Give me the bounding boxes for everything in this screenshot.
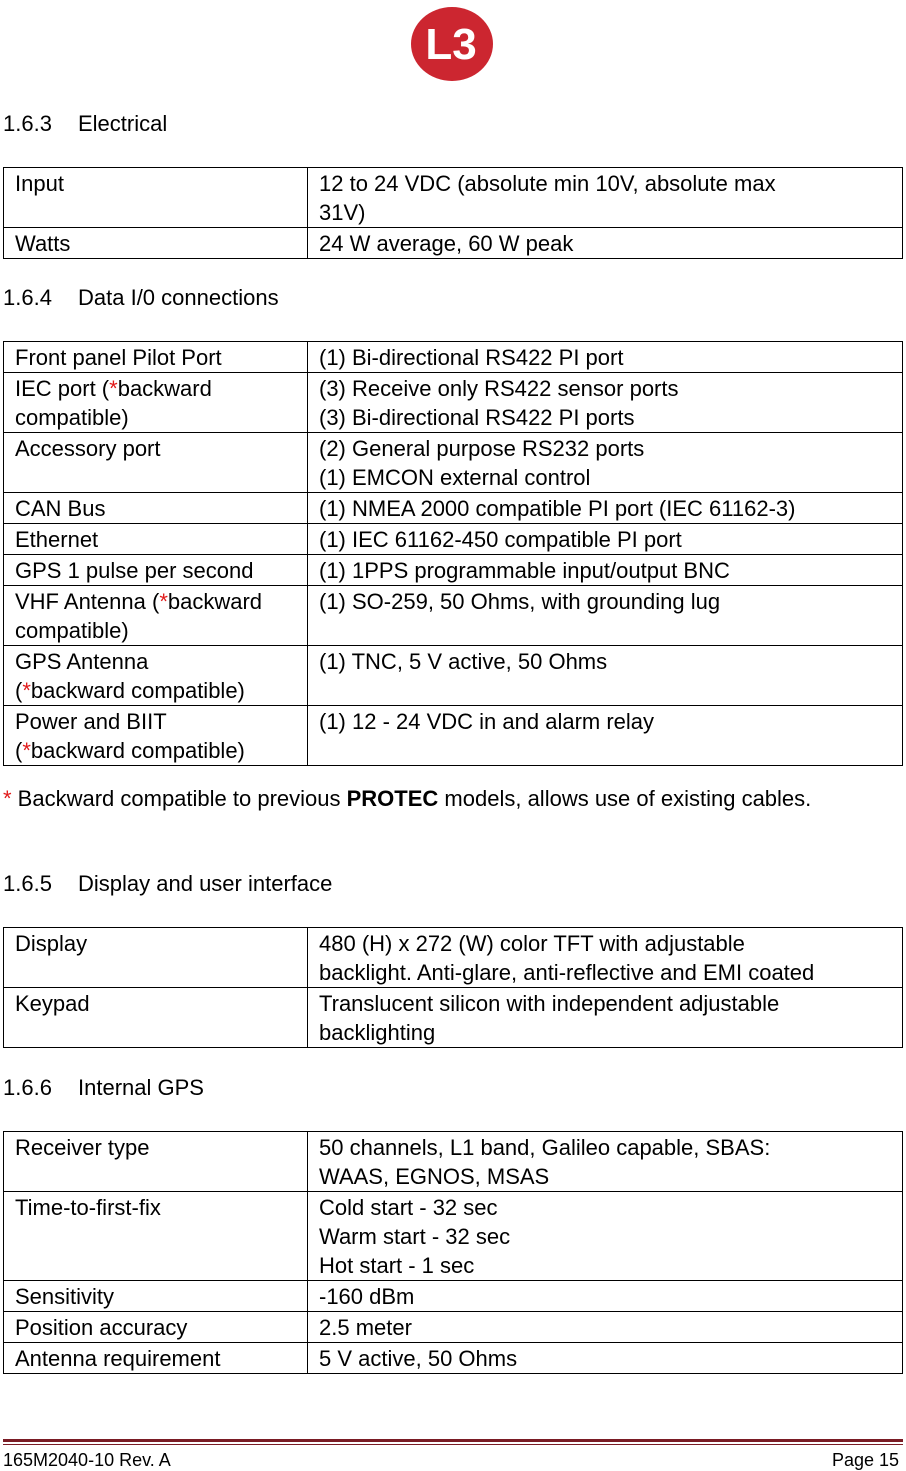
row-label: Receiver type (4, 1132, 308, 1192)
section-title: Internal GPS (78, 1075, 204, 1100)
row-value: (1) IEC 61162-450 compatible PI port (308, 524, 903, 555)
row-value: (1) NMEA 2000 compatible PI port (IEC 61162-3) (308, 493, 903, 524)
row-value: Translucent silicon with independent adjustable backlighting (308, 988, 903, 1048)
display-table (3, 927, 903, 1048)
row-value: 480 (H) x 272 (W) color TFT with adjustable backlight. Anti-glare, anti-reflective and EMI coated (308, 928, 903, 988)
table-row (4, 555, 903, 586)
table-row (4, 524, 903, 555)
backward-compat-note: * Backward compatible to previous PROTEC models, allows use of existing cables. (3, 786, 812, 811)
row-label: Keypad (4, 988, 308, 1048)
row-label: Time-to-first-fix (4, 1192, 308, 1281)
footer-divider (3, 1439, 903, 1442)
footer-divider-thin (3, 1444, 903, 1445)
asterisk-marker: * (22, 738, 31, 763)
section-number: 1.6.5 (3, 871, 52, 896)
row-value: (2) General purpose RS232 ports (1) EMCON external control (308, 433, 903, 493)
table-row (4, 1281, 903, 1312)
section-heading-display (3, 871, 332, 897)
table-row (4, 493, 903, 524)
table-row (4, 646, 903, 706)
row-value: (1) Bi-directional RS422 PI port (308, 342, 903, 373)
row-value: (1) SO-259, 50 Ohms, with grounding lug (308, 586, 903, 646)
asterisk-marker: * (109, 376, 118, 401)
asterisk-marker: * (159, 589, 168, 614)
table-row (4, 1192, 903, 1281)
table-row (4, 1312, 903, 1343)
table-row (4, 586, 903, 646)
row-value: (3) Receive only RS422 sensor ports (3) Bi-directional RS422 PI ports (308, 373, 903, 433)
row-value: Cold start - 32 sec Warm start - 32 sec Hot start - 1 sec (308, 1192, 903, 1281)
table-row (4, 706, 903, 766)
asterisk-marker: * (22, 678, 31, 703)
section-title: Data I/0 connections (78, 285, 279, 310)
row-label: IEC port (*backward compatible) (4, 373, 308, 433)
table-row (4, 228, 903, 259)
row-label: Accessory port (4, 433, 308, 493)
row-label: Watts (4, 228, 308, 259)
row-label: Front panel Pilot Port (4, 342, 308, 373)
row-label: GPS Antenna (*backward compatible) (4, 646, 308, 706)
row-value: 5 V active, 50 Ohms (308, 1343, 903, 1374)
row-value: (1) 12 - 24 VDC in and alarm relay (308, 706, 903, 766)
section-heading-electrical (3, 111, 167, 137)
row-label: GPS 1 pulse per second (4, 555, 308, 586)
table-row (4, 988, 903, 1048)
data-io-table (3, 341, 903, 766)
row-label: Position accuracy (4, 1312, 308, 1343)
l3-logo (410, 6, 494, 82)
row-label: Display (4, 928, 308, 988)
row-label: Ethernet (4, 524, 308, 555)
electrical-table (3, 167, 903, 259)
row-value: 50 channels, L1 band, Galileo capable, SBAS: WAAS, EGNOS, MSAS (308, 1132, 903, 1192)
protec-brand: PROTEC (346, 786, 439, 811)
logo-text: L3 (425, 20, 477, 69)
section-title: Electrical (78, 111, 168, 136)
row-label: VHF Antenna (*backward compatible) (4, 586, 308, 646)
row-label: Antenna requirement (4, 1343, 308, 1374)
row-label: Sensitivity (4, 1281, 308, 1312)
page-number: Page 15 (831, 1450, 899, 1470)
section-number: 1.6.6 (3, 1075, 52, 1100)
row-value: 12 to 24 VDC (absolute min 10V, absolute max 31V) (308, 168, 903, 228)
table-row (4, 433, 903, 493)
table-row (4, 1343, 903, 1374)
section-number: 1.6.3 (3, 111, 52, 136)
table-row (4, 168, 903, 228)
asterisk-marker: * (3, 786, 12, 811)
section-title: Display and user interface (78, 871, 333, 896)
section-number: 1.6.4 (3, 285, 52, 310)
row-value: 2.5 meter (308, 1312, 903, 1343)
table-row (4, 373, 903, 433)
table-row (4, 928, 903, 988)
section-heading-internal-gps (3, 1075, 204, 1101)
row-label: CAN Bus (4, 493, 308, 524)
section-heading-data-io (3, 285, 279, 311)
row-label: Power and BIIT (*backward compatible) (4, 706, 308, 766)
internal-gps-table (3, 1131, 903, 1374)
row-value: -160 dBm (308, 1281, 903, 1312)
row-value: (1) 1PPS programmable input/output BNC (308, 555, 903, 586)
table-row (4, 1132, 903, 1192)
row-value: (1) TNC, 5 V active, 50 Ohms (308, 646, 903, 706)
document-id: 165M2040-10 Rev. A (3, 1450, 171, 1470)
table-row (4, 342, 903, 373)
row-value: 24 W average, 60 W peak (308, 228, 903, 259)
row-label: Input (4, 168, 308, 228)
